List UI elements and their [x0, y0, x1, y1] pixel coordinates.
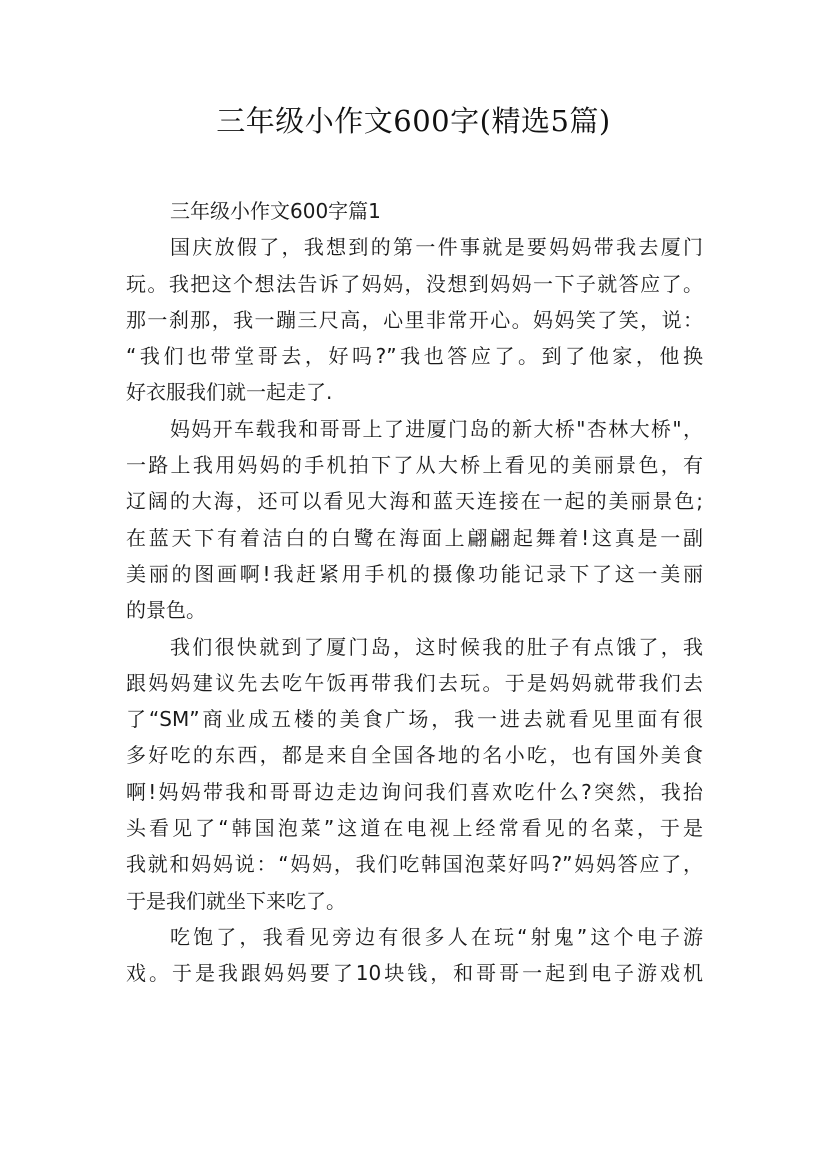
paragraph-line: 那一刹那，我一蹦三尺高，心里非常开心。妈妈笑了笑，说： [126, 307, 703, 332]
paragraph-line: “我们也带堂哥去，好吗?”我也答应了。到了他家，他换 [126, 344, 703, 369]
document-title: 三年级小作文600字(精选5篇) [216, 104, 611, 138]
paragraph-line: 吃饱了，我看见旁边有很多人在玩“射鬼”这个电子游 [170, 924, 703, 949]
paragraph-line: 跟妈妈建议先去吃午饭再带我们去玩。于是妈妈就带我们去 [126, 670, 703, 695]
document-body [126, 193, 703, 992]
paragraph-line: 我们很快就到了厦门岛，这时候我的肚子有点饿了，我 [170, 634, 703, 659]
paragraph-line: 的景色。 [126, 598, 206, 623]
paragraph-line: 多好吃的东西，都是来自全国各地的名小吃，也有国外美食 [126, 743, 703, 768]
paragraph-line: 啊!妈妈带我和哥哥边走边询问我们喜欢吃什么?突然，我抬 [126, 779, 703, 804]
paragraph-line: 头看见了“韩国泡菜”这道在电视上经常看见的名菜，于是 [126, 816, 703, 841]
paragraph-line: 美丽的图画啊!我赶紧用手机的摄像功能记录下了这一美丽 [126, 561, 703, 586]
section-heading: 三年级小作文600字篇1 [170, 199, 381, 223]
paragraph-line: 辽阔的大海，还可以看见大海和蓝天连接在一起的美丽景色; [126, 489, 703, 514]
paragraph-line: 了“SM”商业成五楼的美食广场，我一进去就看见里面有很 [126, 707, 703, 732]
paragraph-line: 戏。于是我跟妈妈要了10块钱，和哥哥一起到电子游戏机 [126, 961, 703, 986]
paragraph-line: 玩。我把这个想法告诉了妈妈，没想到妈妈一下子就答应了。 [126, 271, 703, 296]
paragraph-line: 妈妈开车载我和哥哥上了进厦门岛的新大桥"杏林大桥"， [170, 416, 703, 441]
paragraph-line: 在蓝天下有着洁白的白鹭在海面上翩翩起舞着!这真是一副 [126, 525, 703, 550]
paragraph-line: 我就和妈妈说：“妈妈，我们吃韩国泡菜好吗?”妈妈答应了， [126, 852, 703, 877]
paragraph-line: 国庆放假了，我想到的第一件事就是要妈妈带我去厦门 [170, 235, 703, 260]
paragraph-line: 好衣服我们就一起走了. [126, 380, 333, 405]
paragraph-line: 于是我们就坐下来吃了。 [126, 888, 346, 913]
paragraph-line: 一路上我用妈妈的手机拍下了从大桥上看见的美丽景色，有 [126, 453, 703, 478]
